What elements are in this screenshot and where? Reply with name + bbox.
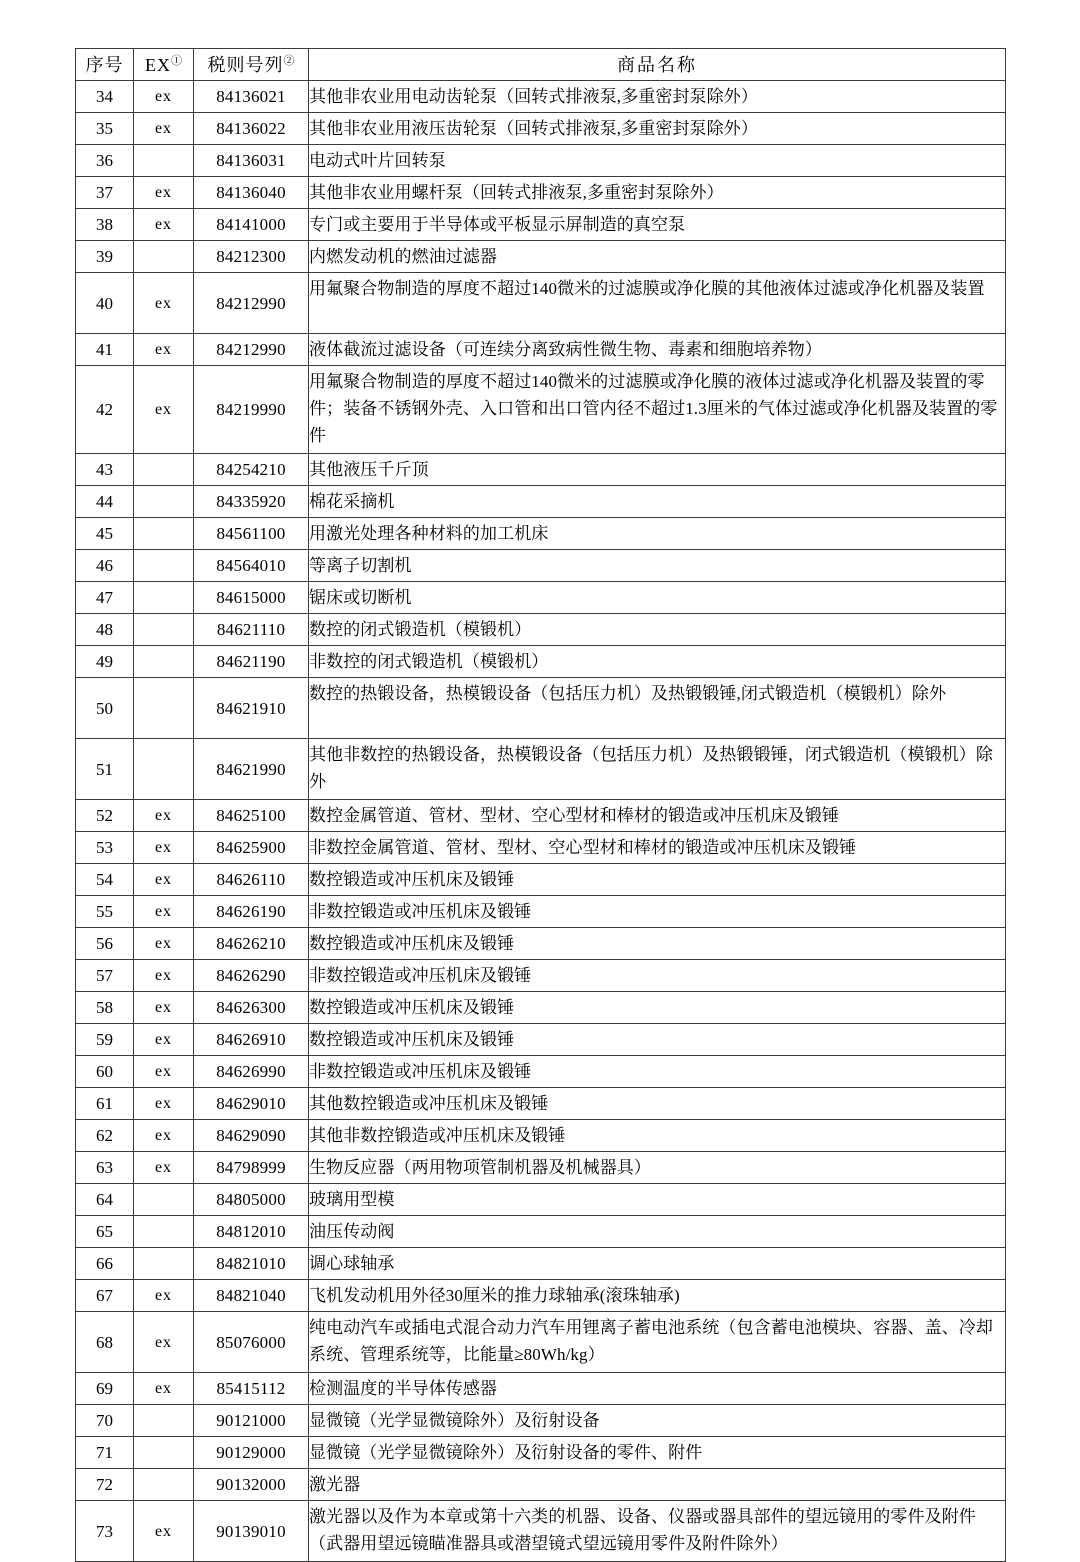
row-ex-flag: ex [134, 1088, 194, 1120]
row-tariff-code: 84821040 [194, 1280, 309, 1312]
row-sequence-number: 60 [76, 1056, 134, 1088]
table-row [76, 1373, 1006, 1405]
row-tariff-code: 84335920 [194, 486, 309, 518]
row-commodity-name: 数控的闭式锻造机（模锻机） [309, 614, 1006, 646]
row-ex-flag: ex [134, 928, 194, 960]
row-ex-flag: ex [134, 832, 194, 864]
table-row [76, 1056, 1006, 1088]
table-row [76, 1248, 1006, 1280]
table-row [76, 1120, 1006, 1152]
row-commodity-name: 其他数控锻造或冲压机床及锻锤 [309, 1088, 1006, 1120]
row-ex-flag: ex [134, 113, 194, 145]
table-row [76, 366, 1006, 454]
row-sequence-number: 42 [76, 366, 134, 454]
column-header-sequence [76, 49, 134, 81]
row-sequence-number: 64 [76, 1184, 134, 1216]
row-commodity-name: 激光器 [309, 1469, 1006, 1501]
row-sequence-number: 72 [76, 1469, 134, 1501]
table-header [76, 49, 1006, 81]
row-sequence-number: 67 [76, 1280, 134, 1312]
table-row [76, 1405, 1006, 1437]
row-sequence-number: 57 [76, 960, 134, 992]
row-commodity-name: 飞机发动机用外径30厘米的推力球轴承(滚珠轴承) [309, 1280, 1006, 1312]
row-tariff-code: 84621990 [194, 739, 309, 800]
row-ex-flag: ex [134, 273, 194, 334]
row-sequence-number: 43 [76, 454, 134, 486]
row-tariff-code: 84626190 [194, 896, 309, 928]
row-tariff-code: 84219990 [194, 366, 309, 454]
column-header-commodity-name-label: 商品名称 [617, 54, 697, 75]
table-row [76, 1216, 1006, 1248]
row-commodity-name: 油压传动阀 [309, 1216, 1006, 1248]
row-sequence-number: 51 [76, 739, 134, 800]
row-commodity-name: 数控锻造或冲压机床及锻锤 [309, 928, 1006, 960]
column-header-tariff-code [194, 49, 309, 81]
row-sequence-number: 44 [76, 486, 134, 518]
row-sequence-number: 46 [76, 550, 134, 582]
row-tariff-code: 84136022 [194, 113, 309, 145]
table-row [76, 1152, 1006, 1184]
row-ex-flag [134, 550, 194, 582]
row-ex-flag [134, 1184, 194, 1216]
row-sequence-number: 53 [76, 832, 134, 864]
table-row [76, 454, 1006, 486]
row-commodity-name: 液体截流过滤设备（可连续分离致病性微生物、毒素和细胞培养物） [309, 334, 1006, 366]
row-tariff-code: 85415112 [194, 1373, 309, 1405]
row-ex-flag: ex [134, 334, 194, 366]
column-header-commodity-name [309, 49, 1006, 81]
row-commodity-name: 纯电动汽车或插电式混合动力汽车用锂离子蓄电池系统（包含蓄电池模块、容器、盖、冷却系统、管理系统等，比能量≥80Wh/kg） [309, 1312, 1006, 1373]
row-tariff-code: 84629010 [194, 1088, 309, 1120]
table-row [76, 896, 1006, 928]
table-body [76, 81, 1006, 1562]
table-row [76, 273, 1006, 334]
row-commodity-name: 其他非农业用螺杆泵（回转式排液泵,多重密封泵除外） [309, 177, 1006, 209]
row-sequence-number: 48 [76, 614, 134, 646]
row-commodity-name: 显微镜（光学显微镜除外）及衍射设备 [309, 1405, 1006, 1437]
row-commodity-name: 数控的热锻设备，热模锻设备（包括压力机）及热锻锻锤,闭式锻造机（模锻机）除外 [309, 678, 1006, 739]
row-commodity-name: 显微镜（光学显微镜除外）及衍射设备的零件、附件 [309, 1437, 1006, 1469]
table-row [76, 960, 1006, 992]
table-row [76, 1280, 1006, 1312]
row-tariff-code: 84626110 [194, 864, 309, 896]
table-row [76, 646, 1006, 678]
row-tariff-code: 84805000 [194, 1184, 309, 1216]
table-row [76, 1088, 1006, 1120]
row-commodity-name: 玻璃用型模 [309, 1184, 1006, 1216]
table-row [76, 992, 1006, 1024]
row-commodity-name: 数控锻造或冲压机床及锻锤 [309, 992, 1006, 1024]
row-commodity-name: 用激光处理各种材料的加工机床 [309, 518, 1006, 550]
row-commodity-name: 其他非农业用液压齿轮泵（回转式排液泵,多重密封泵除外） [309, 113, 1006, 145]
row-commodity-name: 用氟聚合物制造的厚度不超过140微米的过滤膜或净化膜的液体过滤或净化机器及装置的零件；装备不锈钢外壳、入口管和出口管内径不超过1.3厘米的气体过滤或净化机器及装置的零件 [309, 366, 1006, 454]
table-row [76, 928, 1006, 960]
table-row [76, 864, 1006, 896]
row-tariff-code: 84821010 [194, 1248, 309, 1280]
row-tariff-code: 84621110 [194, 614, 309, 646]
row-ex-flag: ex [134, 1024, 194, 1056]
row-ex-flag: ex [134, 1280, 194, 1312]
table-row [76, 832, 1006, 864]
row-sequence-number: 58 [76, 992, 134, 1024]
table-row [76, 582, 1006, 614]
table-row [76, 241, 1006, 273]
row-tariff-code: 84212300 [194, 241, 309, 273]
row-commodity-name: 数控金属管道、管材、型材、空心型材和棒材的锻造或冲压机床及锻锤 [309, 800, 1006, 832]
row-sequence-number: 47 [76, 582, 134, 614]
row-ex-flag: ex [134, 864, 194, 896]
row-sequence-number: 68 [76, 1312, 134, 1373]
row-tariff-code: 90139010 [194, 1501, 309, 1562]
footnote-marker-1: ① [171, 54, 182, 67]
row-sequence-number: 71 [76, 1437, 134, 1469]
row-ex-flag: ex [134, 800, 194, 832]
table-row [76, 113, 1006, 145]
row-tariff-code: 84629090 [194, 1120, 309, 1152]
row-commodity-name: 非数控的闭式锻造机（模锻机） [309, 646, 1006, 678]
row-tariff-code: 84141000 [194, 209, 309, 241]
row-ex-flag: ex [134, 992, 194, 1024]
row-tariff-code: 84625900 [194, 832, 309, 864]
row-sequence-number: 61 [76, 1088, 134, 1120]
row-ex-flag [134, 1437, 194, 1469]
table-row [76, 800, 1006, 832]
row-ex-flag: ex [134, 81, 194, 113]
row-tariff-code: 84254210 [194, 454, 309, 486]
row-ex-flag [134, 145, 194, 177]
row-commodity-name: 非数控锻造或冲压机床及锻锤 [309, 960, 1006, 992]
row-ex-flag [134, 678, 194, 739]
row-ex-flag: ex [134, 1056, 194, 1088]
row-commodity-name: 其他非农业用电动齿轮泵（回转式排液泵,多重密封泵除外） [309, 81, 1006, 113]
footnote-marker-2: ② [283, 54, 295, 67]
row-ex-flag [134, 614, 194, 646]
row-tariff-code: 84626300 [194, 992, 309, 1024]
row-commodity-name: 其他非数控的热锻设备，热模锻设备（包括压力机）及热锻锻锤，闭式锻造机（模锻机）除外 [309, 739, 1006, 800]
row-sequence-number: 66 [76, 1248, 134, 1280]
column-header-ex-label: EX [145, 54, 171, 75]
row-commodity-name: 其他非数控锻造或冲压机床及锻锤 [309, 1120, 1006, 1152]
table-row [76, 145, 1006, 177]
row-sequence-number: 34 [76, 81, 134, 113]
table-row [76, 518, 1006, 550]
table-row [76, 1469, 1006, 1501]
row-commodity-name: 调心球轴承 [309, 1248, 1006, 1280]
row-commodity-name: 生物反应器（两用物项管制机器及机械器具） [309, 1152, 1006, 1184]
row-commodity-name: 非数控锻造或冲压机床及锻锤 [309, 1056, 1006, 1088]
row-ex-flag [134, 486, 194, 518]
row-sequence-number: 54 [76, 864, 134, 896]
table-row [76, 81, 1006, 113]
row-tariff-code: 85076000 [194, 1312, 309, 1373]
row-tariff-code: 90129000 [194, 1437, 309, 1469]
row-sequence-number: 55 [76, 896, 134, 928]
table-header-row [76, 49, 1006, 81]
row-sequence-number: 45 [76, 518, 134, 550]
row-ex-flag: ex [134, 1152, 194, 1184]
row-sequence-number: 38 [76, 209, 134, 241]
row-tariff-code: 84136021 [194, 81, 309, 113]
column-header-ex [134, 49, 194, 81]
row-commodity-name: 其他液压千斤顶 [309, 454, 1006, 486]
row-tariff-code: 84621190 [194, 646, 309, 678]
row-sequence-number: 69 [76, 1373, 134, 1405]
table-row [76, 1024, 1006, 1056]
table-row [76, 678, 1006, 739]
row-commodity-name: 非数控锻造或冲压机床及锻锤 [309, 896, 1006, 928]
tariff-commodity-table [75, 48, 1006, 1562]
row-commodity-name: 电动式叶片回转泵 [309, 145, 1006, 177]
row-ex-flag [134, 241, 194, 273]
row-ex-flag [134, 739, 194, 800]
row-sequence-number: 35 [76, 113, 134, 145]
row-commodity-name: 检测温度的半导体传感器 [309, 1373, 1006, 1405]
row-sequence-number: 73 [76, 1501, 134, 1562]
row-sequence-number: 52 [76, 800, 134, 832]
column-header-tariff-code-label: 税则号列 [207, 54, 284, 75]
row-tariff-code: 84136031 [194, 145, 309, 177]
row-tariff-code: 84626290 [194, 960, 309, 992]
row-commodity-name: 数控锻造或冲压机床及锻锤 [309, 864, 1006, 896]
row-ex-flag: ex [134, 209, 194, 241]
row-ex-flag: ex [134, 960, 194, 992]
row-ex-flag [134, 1216, 194, 1248]
row-commodity-name: 专门或主要用于半导体或平板显示屏制造的真空泵 [309, 209, 1006, 241]
row-sequence-number: 65 [76, 1216, 134, 1248]
row-sequence-number: 56 [76, 928, 134, 960]
row-ex-flag [134, 1469, 194, 1501]
row-ex-flag: ex [134, 177, 194, 209]
row-sequence-number: 70 [76, 1405, 134, 1437]
row-tariff-code: 84798999 [194, 1152, 309, 1184]
row-tariff-code: 84212990 [194, 334, 309, 366]
row-ex-flag [134, 518, 194, 550]
table-row [76, 1184, 1006, 1216]
row-commodity-name: 等离子切割机 [309, 550, 1006, 582]
row-tariff-code: 84621910 [194, 678, 309, 739]
row-commodity-name: 锯床或切断机 [309, 582, 1006, 614]
row-ex-flag: ex [134, 1120, 194, 1152]
table-row [76, 614, 1006, 646]
table-row [76, 550, 1006, 582]
table-row [76, 1437, 1006, 1469]
row-sequence-number: 63 [76, 1152, 134, 1184]
row-tariff-code: 84212990 [194, 273, 309, 334]
row-commodity-name: 非数控金属管道、管材、型材、空心型材和棒材的锻造或冲压机床及锻锤 [309, 832, 1006, 864]
table-row [76, 177, 1006, 209]
row-ex-flag: ex [134, 366, 194, 454]
row-sequence-number: 36 [76, 145, 134, 177]
row-sequence-number: 40 [76, 273, 134, 334]
row-ex-flag: ex [134, 1501, 194, 1562]
row-ex-flag: ex [134, 896, 194, 928]
row-ex-flag [134, 454, 194, 486]
row-sequence-number: 49 [76, 646, 134, 678]
row-sequence-number: 39 [76, 241, 134, 273]
row-sequence-number: 59 [76, 1024, 134, 1056]
column-header-sequence-label: 序号 [85, 54, 124, 75]
row-tariff-code: 84564010 [194, 550, 309, 582]
row-tariff-code: 84615000 [194, 582, 309, 614]
table-row [76, 334, 1006, 366]
row-tariff-code: 84626210 [194, 928, 309, 960]
row-ex-flag [134, 646, 194, 678]
row-sequence-number: 62 [76, 1120, 134, 1152]
table-row [76, 1501, 1006, 1562]
table-row [76, 486, 1006, 518]
row-tariff-code: 84561100 [194, 518, 309, 550]
row-tariff-code: 84626990 [194, 1056, 309, 1088]
row-tariff-code: 84626910 [194, 1024, 309, 1056]
row-ex-flag [134, 1405, 194, 1437]
row-ex-flag [134, 1248, 194, 1280]
row-commodity-name: 内燃发动机的燃油过滤器 [309, 241, 1006, 273]
row-commodity-name: 数控锻造或冲压机床及锻锤 [309, 1024, 1006, 1056]
row-commodity-name: 激光器以及作为本章或第十六类的机器、设备、仪器或器具部件的望远镜用的零件及附件（武器用望远镜瞄准器具或潜望镜式望远镜用零件及附件除外） [309, 1501, 1006, 1562]
table-row [76, 739, 1006, 800]
row-tariff-code: 90121000 [194, 1405, 309, 1437]
table-row [76, 209, 1006, 241]
table-row [76, 1312, 1006, 1373]
row-tariff-code: 90132000 [194, 1469, 309, 1501]
row-ex-flag [134, 582, 194, 614]
row-tariff-code: 84812010 [194, 1216, 309, 1248]
row-commodity-name: 用氟聚合物制造的厚度不超过140微米的过滤膜或净化膜的其他液体过滤或净化机器及装置 [309, 273, 1006, 334]
row-ex-flag: ex [134, 1373, 194, 1405]
row-tariff-code: 84625100 [194, 800, 309, 832]
row-sequence-number: 41 [76, 334, 134, 366]
row-ex-flag: ex [134, 1312, 194, 1373]
row-sequence-number: 37 [76, 177, 134, 209]
row-commodity-name: 棉花采摘机 [309, 486, 1006, 518]
row-tariff-code: 84136040 [194, 177, 309, 209]
row-sequence-number: 50 [76, 678, 134, 739]
